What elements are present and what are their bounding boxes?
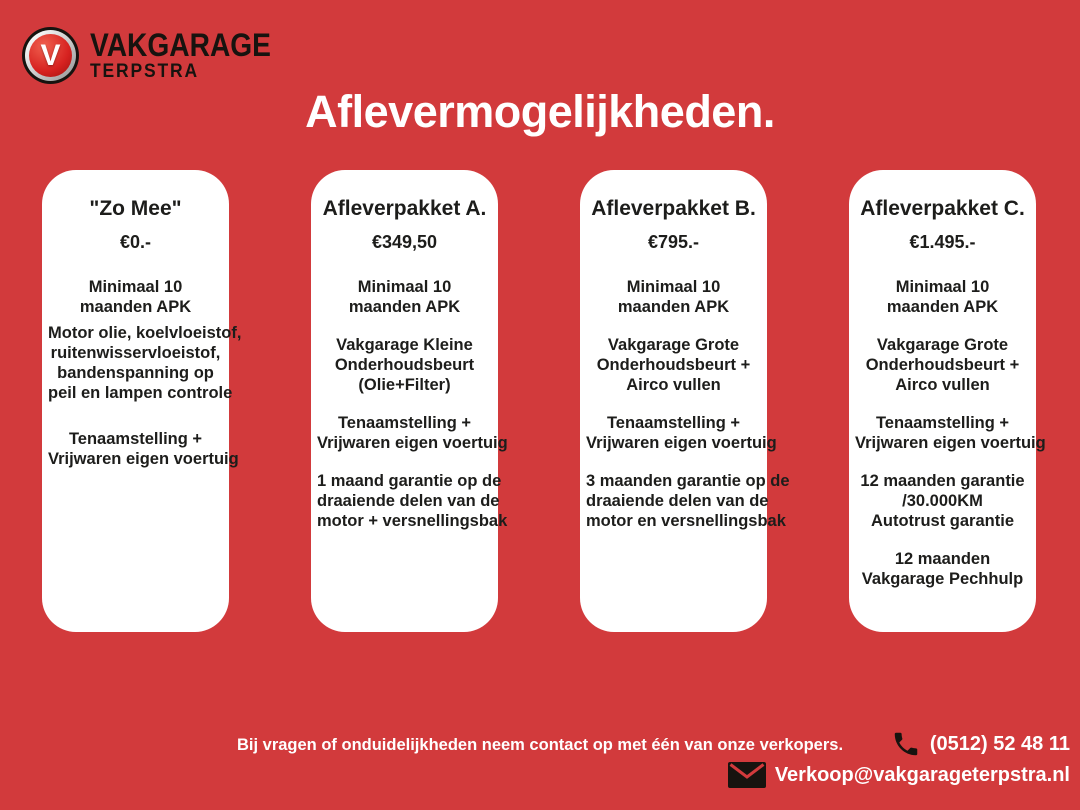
package-feature-line: maanden APK bbox=[79, 298, 192, 316]
package-feature-line: Tenaamstelling + bbox=[606, 414, 741, 432]
sub-brand-name: TERPSTRA bbox=[90, 61, 199, 82]
logo-v-letter: V bbox=[40, 38, 61, 72]
package-feature-line: maanden APK bbox=[886, 298, 999, 316]
package-feature-line: Onderhoudsbeurt + bbox=[596, 356, 751, 374]
package-price: €1.495.- bbox=[909, 232, 976, 252]
package-feature-line: draaiende delen van de bbox=[317, 492, 500, 510]
package-feature bbox=[317, 335, 492, 395]
package-feature-line: maanden APK bbox=[617, 298, 730, 316]
package-feature bbox=[586, 413, 777, 453]
package-feature-line: Tenaamstelling + bbox=[337, 414, 472, 432]
package-features bbox=[586, 277, 790, 531]
package-feature-line: peil en lampen controle bbox=[48, 384, 233, 402]
packages-row bbox=[42, 170, 1046, 632]
package-feature-line: Airco vullen bbox=[895, 376, 990, 394]
vakgarage-logo bbox=[22, 24, 296, 84]
package-feature-line: Airco vullen bbox=[626, 376, 721, 394]
package-feature-line: Minimaal 10 bbox=[895, 278, 990, 296]
package-feature-line: Tenaamstelling + bbox=[68, 430, 203, 448]
brand-name: VAKGARAGE bbox=[90, 27, 271, 63]
package-feature-line: Minimaal 10 bbox=[88, 278, 183, 296]
package-feature-line: motor + versnellingsbak bbox=[317, 512, 508, 530]
page-title: Aflevermogelijkheden. bbox=[305, 86, 775, 138]
package-feature-line: Vrijwaren eigen voertuig bbox=[586, 434, 777, 452]
package-title: Afleverpakket B. bbox=[591, 197, 756, 220]
envelope-icon bbox=[728, 762, 766, 788]
package-feature bbox=[855, 335, 1030, 395]
package-feature-line: Onderhoudsbeurt + bbox=[865, 356, 1020, 374]
contact-block bbox=[728, 729, 1070, 789]
package-feature-line: motor en versnellingsbak bbox=[586, 512, 786, 530]
package-card-3 bbox=[580, 170, 790, 632]
package-feature bbox=[317, 413, 508, 453]
package-feature bbox=[855, 471, 1030, 531]
package-card-2 bbox=[311, 170, 508, 632]
vakgarage-logo-badge bbox=[22, 27, 79, 84]
package-feature-line: Vakgarage Grote bbox=[607, 336, 740, 354]
package-feature-line: Vakgarage Grote bbox=[876, 336, 1009, 354]
package-feature-line: 12 maanden bbox=[894, 550, 991, 568]
logo-text bbox=[90, 24, 296, 83]
package-feature-line: Motor olie, koelvloeistof, bbox=[48, 324, 242, 342]
email-address: Verkoop@vakgarageterpstra.nl bbox=[774, 764, 1070, 786]
package-feature-line: Vrijwaren eigen voertuig bbox=[317, 434, 508, 452]
package-feature-line: maanden APK bbox=[348, 298, 461, 316]
package-feature-line: Vakgarage Kleine bbox=[336, 336, 473, 354]
package-feature-line: bandenspanning op bbox=[57, 364, 214, 382]
package-feature-line: 12 maanden garantie bbox=[860, 472, 1025, 490]
package-title: Afleverpakket A. bbox=[322, 197, 487, 220]
package-feature bbox=[855, 549, 1030, 589]
package-feature bbox=[855, 277, 1030, 317]
package-feature bbox=[586, 471, 790, 531]
package-feature-line: /30.000KM bbox=[902, 492, 983, 510]
package-feature bbox=[586, 277, 761, 317]
phone-icon bbox=[891, 729, 921, 759]
package-price: €349,50 bbox=[371, 232, 438, 252]
package-feature-line: 3 maanden garantie op de bbox=[586, 472, 790, 490]
package-feature-line: ruitenwisservloeistof, bbox=[50, 344, 221, 362]
package-card-4 bbox=[849, 170, 1046, 632]
phone-row bbox=[891, 729, 1070, 759]
package-feature bbox=[855, 413, 1046, 453]
package-feature bbox=[48, 429, 239, 469]
package-price: €795.- bbox=[647, 232, 700, 252]
package-card-1 bbox=[42, 170, 242, 632]
logo-core bbox=[29, 34, 72, 77]
package-feature-line: Minimaal 10 bbox=[626, 278, 721, 296]
package-feature-line: draaiende delen van de bbox=[586, 492, 769, 510]
package-feature-line: Vrijwaren eigen voertuig bbox=[855, 434, 1046, 452]
package-feature bbox=[48, 323, 242, 403]
package-feature-line: Vakgarage Pechhulp bbox=[861, 570, 1024, 588]
package-features bbox=[317, 277, 508, 531]
package-feature-line: Tenaamstelling + bbox=[875, 414, 1010, 432]
package-features bbox=[855, 277, 1046, 589]
package-feature-line: Onderhoudsbeurt bbox=[334, 356, 475, 374]
package-feature bbox=[48, 277, 223, 317]
package-feature-line: Minimaal 10 bbox=[357, 278, 452, 296]
package-feature-line: 1 maand garantie op de bbox=[317, 472, 502, 490]
package-features bbox=[48, 277, 242, 469]
package-feature bbox=[586, 335, 761, 395]
package-feature-line: Vrijwaren eigen voertuig bbox=[48, 450, 239, 468]
email-row bbox=[728, 761, 1070, 789]
package-feature-line: (Olie+Filter) bbox=[358, 376, 451, 394]
package-feature bbox=[317, 277, 492, 317]
package-title: "Zo Mee" bbox=[89, 197, 182, 220]
footer-note: Bij vragen of onduidelijkheden neem contact op met één van onze verkopers. bbox=[236, 736, 844, 754]
package-price: €0.- bbox=[119, 232, 152, 252]
logo-ring bbox=[25, 30, 76, 81]
phone-number: (0512) 52 48 11 bbox=[929, 733, 1070, 755]
package-feature bbox=[317, 471, 508, 531]
package-feature-line: Autotrust garantie bbox=[870, 512, 1014, 530]
package-title: Afleverpakket C. bbox=[860, 197, 1025, 220]
